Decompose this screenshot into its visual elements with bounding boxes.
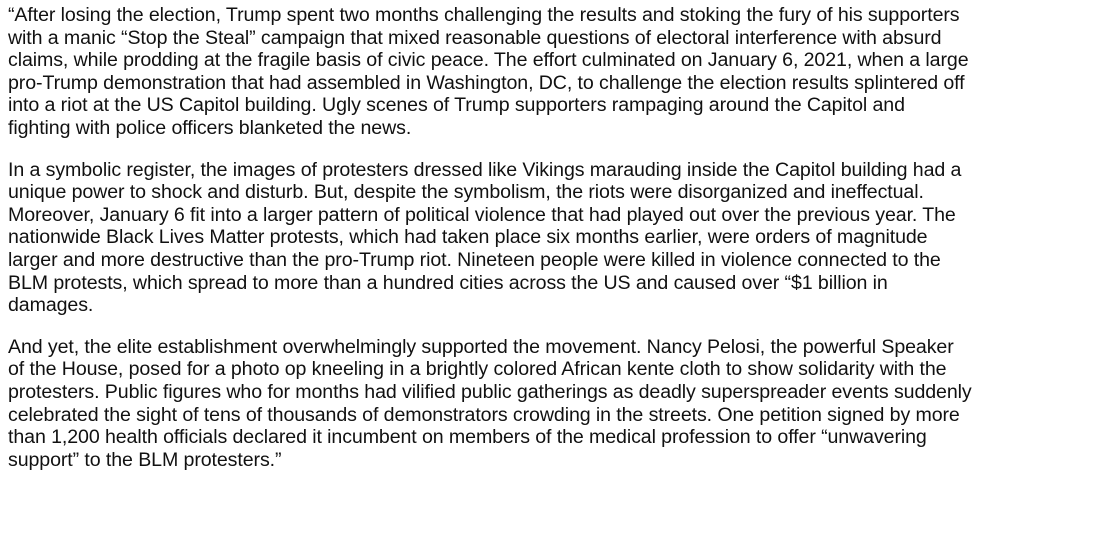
paragraph-line: pro-Trump demonstration that had assembled in Washington, DC, to challenge the election results splintered off — [8, 71, 965, 94]
paragraph-line: Moreover, January 6 fit into a larger pattern of political violence that had played out over the previous year. The — [8, 203, 956, 226]
paragraph-1 — [8, 4, 1092, 140]
paragraph-3 — [8, 336, 1092, 472]
paragraph-line: fighting with police officers blanketed the news. — [8, 116, 412, 139]
paragraph-line: into a riot at the US Capitol building. Ugly scenes of Trump supporters rampaging around the Capitol and — [8, 94, 905, 117]
paragraph-2 — [8, 159, 1092, 317]
paragraph-line: claims, while prodding at the fragile basis of civic peace. The effort culminated on January 6, 2021, when a large — [8, 49, 969, 72]
paragraph-line: damages. — [8, 294, 94, 317]
paragraph-line: unique power to shock and disturb. But, despite the symbolism, the riots were disorganized and ineffectual. — [8, 181, 924, 204]
paragraph-line: In a symbolic register, the images of protesters dressed like Vikings marauding inside the Capitol building had a — [8, 158, 962, 181]
paragraph-line: “After losing the election, Trump spent two months challenging the results and stoking the fury of his supporters — [8, 4, 960, 26]
paragraph-line: protesters. Public figures who for months had vilified public gatherings as deadly superspreader events suddenly — [8, 380, 972, 403]
paragraph-line: And yet, the elite establishment overwhelmingly supported the movement. Nancy Pelosi, the powerful Speaker — [8, 335, 954, 358]
paragraph-line: BLM protests, which spread to more than a hundred cities across the US and caused over “$1 billion in — [8, 271, 888, 294]
paragraph-line: celebrated the sight of tens of thousands of demonstrators crowding in the streets. One petition signed by more — [8, 403, 960, 426]
paragraph-line: larger and more destructive than the pro-Trump riot. Nineteen people were killed in violence connected to the — [8, 248, 941, 271]
paragraph-line: with a manic “Stop the Steal” campaign that mixed reasonable questions of electoral interference with absurd — [8, 26, 942, 49]
paragraph-line: support” to the BLM protesters.” — [8, 448, 282, 471]
paragraph-line: nationwide Black Lives Matter protests, which had taken place six months earlier, were orders of magnitude — [8, 226, 928, 249]
paragraph-line: of the House, posed for a photo op kneeling in a brightly colored African kente cloth to show solidarity with the — [8, 358, 947, 381]
paragraph-line: than 1,200 health officials declared it incumbent on members of the medical profession to offer “unwavering — [8, 426, 927, 449]
